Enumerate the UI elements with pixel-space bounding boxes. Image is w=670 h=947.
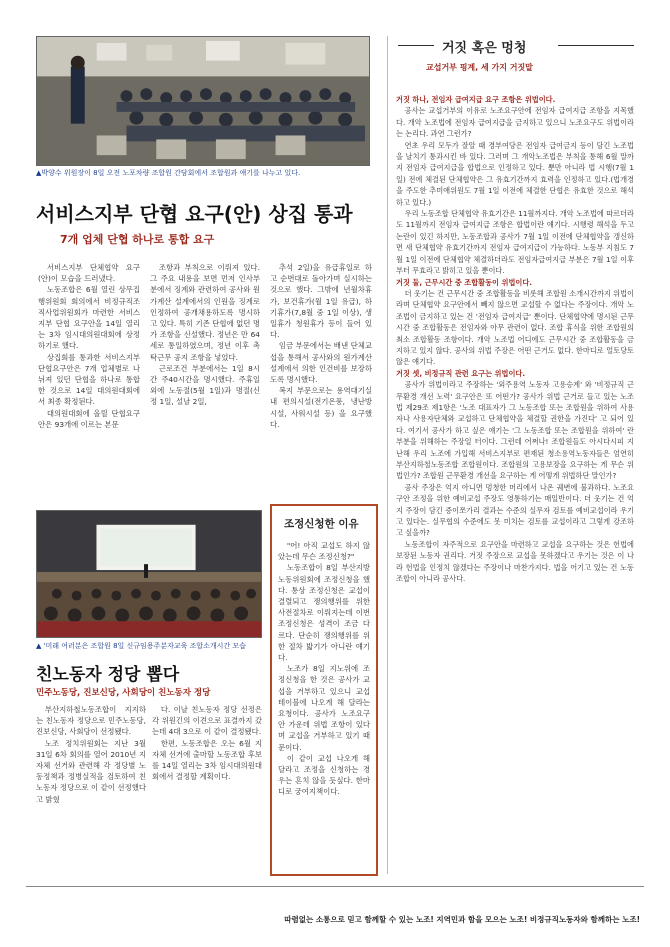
- sidebar-para-7: 노동조합이 자주적으로 요구안을 마련하고 교섭을 요구하는 것은 헌법에 보장된 노동자 권리다. 거짓 주장으로 교섭을 못하겠다고 우기는 것은 이 나라 헌법을 인정치 않겠다는 주장이나 마찬가지다. 법을 어기고 있는 건 노동조합이 아니라 공사다.: [396, 539, 634, 584]
- main-col1-p3: 상집회를 통과한 서비스지부 단협요구안은 7개 업체별로 나뉘져 있던 단협을 하나로 통합한 것으로 14일 대의원대회에서 최종 확정된다.: [38, 352, 140, 407]
- column-divider: [387, 36, 388, 874]
- sidebar-para-3: 우리 노동조합 단체협약 유효기간은 11월까지다. 개악 노조법에 따르더라도 11월까지 전임자 급여지급 조항은 합법이란 얘기다. 시행령 해석을 두고 논란이 있긴 하지만, 노동조합과 공사가 7월 1일 이전에 단체협약을 갱신하면 새 단체협약 유효기간까지 전임자 급여지급이 가능하다. 노동부 지침도 7월 1일 이전에 단체협약 체결하더라도 전임자급여지급 부분은 7월 1일 이후부터 무효라고 밝히고 있을 뿐이다.: [396, 209, 634, 276]
- box-p1: "어! 아직 교섭도 하지 않았는데 무슨 조정신청?": [278, 541, 370, 562]
- top-photo: [36, 36, 370, 166]
- sidebar-subtitle: 교섭거부 핑계, 세 가지 거짓말: [426, 63, 533, 72]
- main-col3-p1: 추석 2일)을 유급휴일로 하고 순번대로 돌아가며 실시하는 것으로 했다. 그밖에 년월차휴가, 보건휴가(월 1일 유급), 하기휴가(7,8월 중 1일 이상), 생일휴가 청원휴가 등이 들어 있다.: [270, 263, 372, 340]
- top-photo-caption: ▲박양수 위원장이 8일 오전 노포차량 조합원 간담회에서 조합원과 얘기를 나누고 있다.: [36, 169, 301, 177]
- main-col1-p1: 서비스지부 단체협약 요구(안)이 모습을 드러냈다.: [38, 263, 140, 284]
- sidebar-para-2: 연초 우리 모두가 잘알 때 경부여당은 전임자 급여금지 등이 담긴 노조법을 날치기 통과시킨 바 있다. 그러며 그 개악노조법은 부칙을 통해 6월 말까지 전임자 급여지급을 합법으로 인정하고 있다. 뿐만 아니라 법 시행(7월 1일) 전에 체결된 단체협약은 그 유효기간까지 효력을 인정하고 있다.(법개경을 주도한 추미애위원도 7월 1일 이전에 체결한 단협은 유효한 것으로 해석하고 있다.): [396, 140, 634, 207]
- main-col2-p2: 근로조건 부분에서는 1일 8시간 주40시간을 명시했다. 주휴일 외에 노동절(5월 1일)과 명절(신정 1일, 설날 2일,: [150, 363, 260, 407]
- party-col1-p2: 노조 정치위원회는 지난 3월 31일 6차 회의를 열어 2010년 지자체 선거와 관련해 각 정당별 노동정책과 정병실적을 검토하여 친노동자 정당으로 이 같이 선정했다고 밝혔: [36, 738, 146, 804]
- party-article-col1: [36, 704, 146, 874]
- party-col1-p1: 부산지하철노동조합이 지지하는 친노동자 정당으로 민주노동당, 진보신당, 사회당이 선정됐다.: [36, 705, 146, 737]
- sidebar-heading-3: 거짓 셋, 비정규직 관련 요구는 위법이다.: [396, 368, 526, 378]
- sidebar-para-1: 공사는 교섭거부의 이유로 노조요구안에 전임자 급여지급 조항을 지목했다. 개악 노조법에 전임자 급여지급을 금지하고 있으니 노조요구도 위법이라는 논리다. 과연 그런가?: [396, 106, 634, 139]
- main-col1-p2: 노동조합은 6월 열린 상무집행위원회 회의에서 비정규직조직사업위원회가 마련한 서비스지부 단협 요구안을 14일 열리는 3차 임시대의원대회에 상정하기로 했다.: [38, 285, 140, 351]
- party-col2-p1: 다. 이날 친노동자 정당 선정은 각 위원긴의 이견으로 표결까지 갔는데 4대 3으로 이 같이 결정됐다.: [152, 705, 262, 737]
- footer-slogan: 따렴없는 소통으로 믿고 함께할 수 있는 노조! 지역민과 함을 모으는 노조! 비정규직노동자와 함께하는 노조!: [284, 915, 640, 924]
- mid-photo: [36, 510, 262, 638]
- main-article-col3: [270, 262, 372, 490]
- party-col2-p2: 한편, 노동조합은 오는 6월 지자체 선거에 출마할 노동조합 후보를 14일 열리는 3차 임시대의원대회에서 결정할 계획이다.: [152, 738, 262, 782]
- sidebar-para-5: 공사가 위법이라고 주장하는 '외주용역 노동자 고용승계' 와 '비정규직 근무환경 개선 노력' 요구안은 또 어떤가? 공사가 위법 근거로 들고 있는 노조법 제29조 제1항은 '노조 대표자가 그 노동조합 또는 조합원을 위하여 사용자나 사용자단체와 교섭하고 단체협약을 체결할 권한을 가진다' 고 되어 있다. 여기서 공사가 하고 싶은 얘기는 '그 노동조합 또는 조합원을 위하여' 란 부분을 위해하는 주장일 터이다. 그런데 어쩌나! 조합원들도 아시다시피 지난해 우리 노조에 가입해 서비스지부로 편재된 청소용역노동자들은 엄연히 부산지하철노동조합 조합원이다. 조합원의 고용보장을 요구하는 게 무슨 위법인가? 조합원 근무환경 개선을 요구하는 게 어떻게 위법하단 말인가?: [396, 380, 634, 481]
- main-col3-p2: 임금 부문에서는 배낸 단체교섭을 통해서 공사와의 원가계산 설계에서 의한 인건비를 보장하도록 명시했다.: [270, 341, 372, 385]
- party-subheadline: 민주노동당, 진보신당, 사회당이 친노동자 정당: [36, 688, 211, 698]
- sidebar-body: [396, 94, 634, 874]
- main-col3-p3: 복지 부문으로는 용역대기실내 편의시설(전기온풍, 냉난방시설, 사워시설 등) 을 요구했다.: [270, 386, 372, 429]
- box-title: 조정신청한 이유: [284, 518, 359, 530]
- main-subheadline: 7개 업체 단협 하나로 통합 요구: [60, 233, 215, 246]
- main-col2-p1: 조항과 부칙으로 이뤄져 있다. 그 주요 내용을 보면 먼저 인사부분에서 징계와 관련하여 공사와 원가계산 설계에서의 인원을 징계로 인정하여 공개채용하도록 명시하고 있다. 특히 기존 단협에 없던 명가 조항을 신설했다. 정년은 만 64세로 통일하였으며, 정년 이후 촉탁근무 공지 조항을 넣었다.: [150, 263, 260, 362]
- sidebar-para-4: 더 웃기는 건 근무시간 중 조합활동을 비롯해 조합원 소개시간까지 위법이라며 단체협약 요구안에서 빼지 않으면 교섭할 수 없다는 주장이다. 개악 노조법이 금지하고 있는 건 '전임자 급여지급' 뿐이다. 단체협약에 명시된 근무시간 중 조합활동은 전임자와 아무 관련이 없다. 조합 휴식을 위한 조합원의 최소 조합활동 조항이다. 개악 노조법 어디에도 근무시간 중 조합활동을 금지하고 있지 않다. 공사의 위법 주장은 어떤 근거도 없다. 한마디로 얼토당토않은 얘기다.: [396, 288, 634, 367]
- sidebar-heading-2: 거짓 둘, 근무시간 중 조합활동이 위법이다.: [396, 277, 533, 287]
- sidebar-title-rule: [398, 45, 434, 46]
- main-headline: 서비스지부 단협 요구(안) 상집 통과: [36, 202, 353, 226]
- main-col1-p4: 대의원대회에 올릴 단협요구안은 93개에 이르는 본문: [38, 408, 140, 429]
- box-body: [278, 540, 370, 870]
- box-p4: 이 같이 교섭 나오게 해 달라고 조정을 신청하는 경우는 흔치 않을 듯싶다. 한마디로 궁여지책이다.: [278, 753, 370, 797]
- sidebar-para-6: 공사 주장은 억지 아니면 멍청한 머리에서 나온 궤변에 불과하다. 노조요구안 조정을 위한 예비교섭 주장도 영통하기는 매일반이다. 더 웃기는 건 억지 주장이 담긴 증이쪼가리 결과는 수준의 실무자 검토를 예비교섭이라 우기고 있다는. 실무협의 수준에도 못 미치는 검토를 교섭이라고 그렇게 강조하고 싶을까?: [396, 482, 634, 538]
- box-p2: 노동조합이 8일 부산지방노동위원회에 조정신청을 했다. 통상 조정신청은 교섭이 결렬되고 쟁의행위를 위한 사전절차로 이뤄지는데 이번 조정신청은 성격이 조금 다르다. 단순히 쟁의행위를 위한 절차 밟기가 아니란 얘기다.: [278, 563, 370, 663]
- main-article-col1: [38, 262, 140, 490]
- sidebar-title: 거짓 혹은 멍청: [442, 41, 527, 56]
- box-p3: 노조가 8일 지노위에 조정신청을 한 것은 공사가 교섭을 거부하고 있으니 교섭 테이블에 나오게 해 달라는 요청이다. 공사가 노조요구안 가운데 위법 조항이 있다며 교섭을 거부하고 있기 때문이다.: [278, 664, 370, 752]
- sidebar-heading-1: 거짓 하나, 전임자 급여지급 요구 조항은 위법이다.: [396, 95, 556, 104]
- footer-rule: [26, 886, 644, 887]
- mid-photo-caption: ▲ '미래 여러분은 조합원 8일 신규임용주분자교육 조합소개시간 모습: [36, 642, 246, 650]
- mediation-reason-box: [270, 504, 378, 876]
- auditorium-image: [37, 511, 261, 637]
- sidebar-title-rule-right: [558, 45, 634, 46]
- main-article-col2: [150, 262, 260, 490]
- meeting-room-image: [37, 37, 369, 165]
- party-headline: 친노동자 정당 뽑다: [36, 665, 180, 685]
- party-article-col2: [152, 704, 262, 874]
